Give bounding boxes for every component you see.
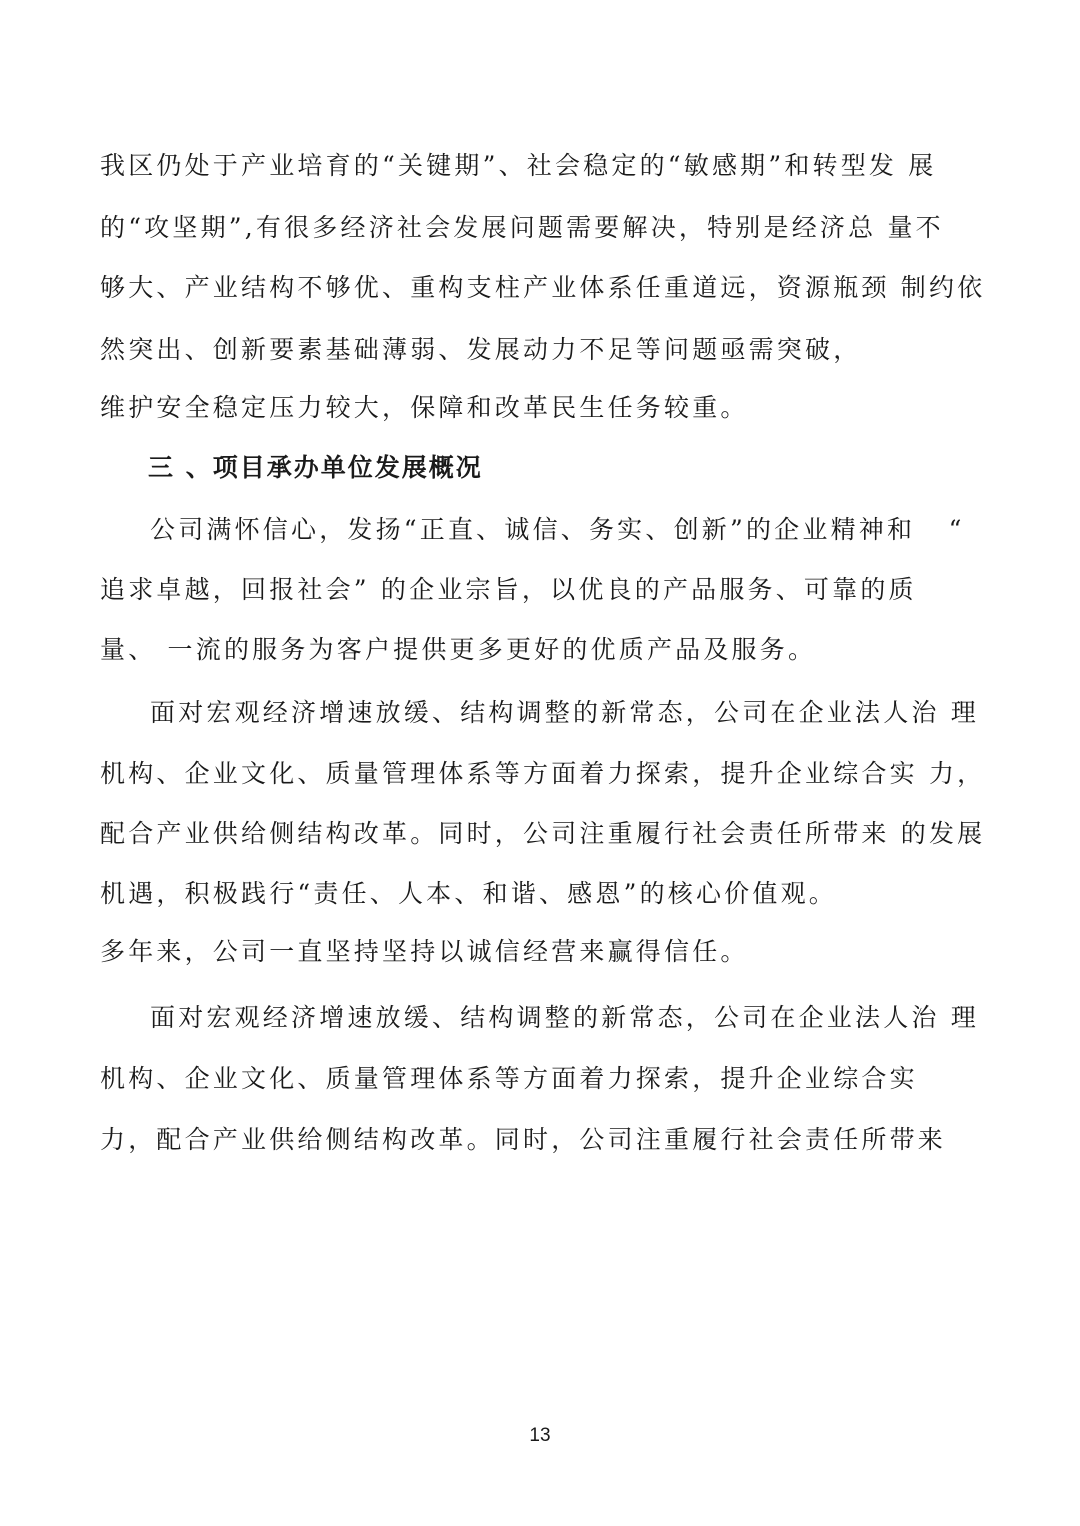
text-line: 面对宏观经济增速放缓、结构调整的新常态，公司在企业法人治 理 xyxy=(150,698,979,727)
text-line: 的“攻坚期”,有很多经济社会发展问题需要解决，特别是经济总 量不 xyxy=(100,213,944,242)
text-line: 量、 一流的服务为客户提供更多更好的优质产品及服务。 xyxy=(100,635,817,664)
text-line: 然突出、创新要素基础薄弱、发展动力不足等问题亟需突破， xyxy=(100,335,862,364)
section-heading: 三 、项目承办单位发展概况 xyxy=(148,453,483,482)
text-line: 机遇，积极践行“责任、人本、和谐、感恩”的核心价值观。 xyxy=(100,879,837,908)
text-line: 追求卓越，回报社会” 的企业宗旨，以优良的产品服务、可靠的质 xyxy=(100,575,917,604)
text-line: 公司满怀信心，发扬“正直、诚信、务实、创新”的企业精神和 “ xyxy=(150,515,965,544)
text-line: 配合产业供给侧结构改革。同时，公司注重履行社会责任所带来 的发展 xyxy=(100,819,986,848)
text-line: 够大、产业结构不够优、重构支柱产业体系任重道远，资源瓶颈 制约依 xyxy=(100,273,986,302)
text-line: 我区仍处于产业培育的“关键期”、社会稳定的“敏感期”和转型发 展 xyxy=(100,151,937,180)
page-number: 13 xyxy=(529,1425,551,1446)
text-line: 面对宏观经济增速放缓、结构调整的新常态，公司在企业法人治 理 xyxy=(150,1003,979,1032)
text-line: 多年来，公司一直坚持坚持以诚信经营来赢得信任。 xyxy=(100,937,749,966)
text-line: 机构、企业文化、质量管理体系等方面着力探索，提升企业综合实 xyxy=(100,1064,918,1093)
text-line: 维护安全稳定压力较大，保障和改革民生任务较重。 xyxy=(100,393,749,422)
text-line: 力，配合产业供给侧结构改革。同时，公司注重履行社会责任所带来 xyxy=(100,1125,947,1154)
text-line: 机构、企业文化、质量管理体系等方面着力探索，提升企业综合实 力， xyxy=(100,759,986,788)
